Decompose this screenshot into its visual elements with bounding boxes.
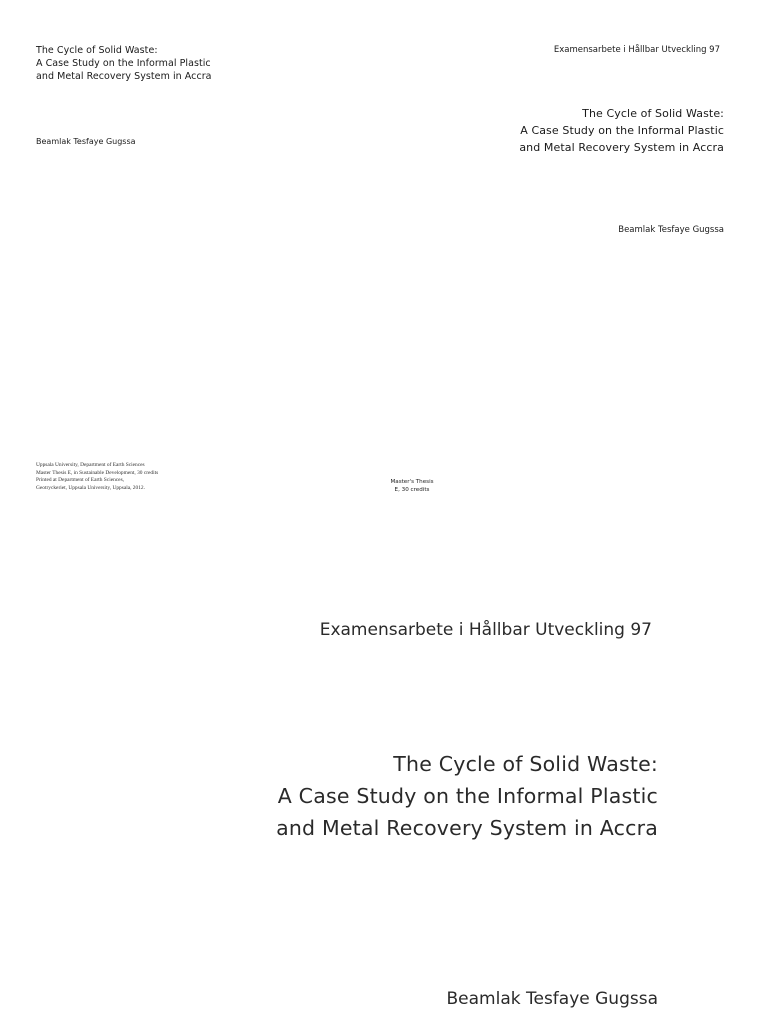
inner-title [36, 44, 212, 83]
inner-author: Beamlak Tesfaye Gugssa [36, 137, 136, 146]
cover-title [519, 105, 724, 156]
imprint-line: Geotryckeriet, Uppsala University, Uppsala, 2012. [36, 484, 145, 491]
thesis-line: Master's Thesis [390, 479, 434, 485]
large-title [276, 748, 658, 844]
cover-title-line: The Cycle of Solid Waste: [582, 107, 724, 120]
cover-series: Examensarbete i Hållbar Utveckling 97 [553, 45, 720, 55]
cover-title-line: A Case Study on the Informal Plastic [520, 124, 724, 137]
imprint-line: Master Thesis E, in Sustainable Development, 30 credits [36, 469, 159, 476]
inner-title-line: The Cycle of Solid Waste: [36, 45, 158, 56]
thesis-label [380, 478, 444, 494]
imprint [36, 462, 158, 492]
large-title-line: and Metal Recovery System in Accra [276, 816, 658, 840]
large-author: Beamlak Tesfaye Gugssa [446, 989, 658, 1009]
inner-title-line: and Metal Recovery System in Accra [36, 71, 212, 82]
imprint-line: Printed at Department of Earth Sciences, [36, 477, 125, 483]
thesis-line: E, 30 credits [394, 487, 430, 493]
large-series: Examensarbete i Hållbar Utveckling 97 [319, 620, 652, 640]
cover-author: Beamlak Tesfaye Gugssa [618, 225, 724, 235]
imprint-line: Uppsala University, Department of Earth Sciences [36, 462, 145, 468]
large-title-line: A Case Study on the Informal Plastic [277, 784, 658, 808]
large-title-line: The Cycle of Solid Waste: [393, 752, 658, 776]
inner-title-line: A Case Study on the Informal Plastic [36, 58, 211, 69]
cover-title-line: and Metal Recovery System in Accra [519, 141, 724, 154]
